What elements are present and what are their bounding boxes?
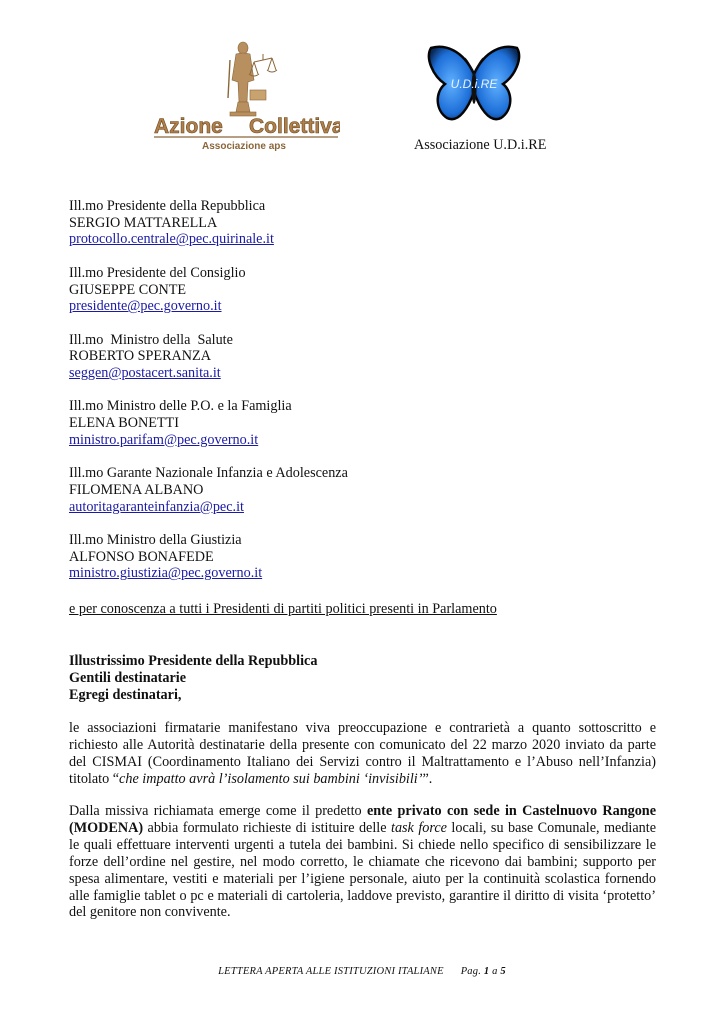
udire-butterfly-logo: [425, 44, 523, 130]
paragraph-text: le associazioni firmatarie manifestano viva preoccupazione e contrarietà a quanto sottoscritto e richiesto alle Autorità destinatarie della presente con comunicato del 22 marzo 2020 inviato da parte del CISMAI (Coordinamento Italiano dei Servizi contro il Maltrattamento e l’Abuso nell’Infanzia) titolato “: [69, 720, 656, 787]
body-paragraph-1: [69, 720, 656, 788]
logo-subtitle: Associazione aps: [202, 141, 286, 152]
paragraph-text: Dalla missiva richiamata emerge come il predetto: [69, 803, 367, 819]
recipient-block: [69, 532, 348, 582]
paragraph-bold: ente privato con sede in Castelnuovo Rangone (MODENA): [69, 803, 656, 836]
recipient-email-link[interactable]: seggen@postacert.sanita.it: [69, 365, 221, 381]
recipient-block: [69, 398, 348, 448]
logo-title-part1: Azione: [154, 115, 223, 138]
butterfly-text: U.D.i.RE: [450, 77, 498, 91]
logo-title-part2: Collettiva: [249, 115, 340, 138]
paragraph-italic-title: che impatto avrà l’isolamento sui bambini ‘invisibili’: [119, 770, 423, 787]
body-paragraph-2: [69, 803, 656, 921]
page-total: 5: [500, 966, 506, 977]
page-number: [461, 966, 506, 977]
page-separator: a: [492, 966, 498, 977]
recipient-email-link[interactable]: ministro.parifam@pec.governo.it: [69, 431, 259, 448]
page-label: Pag.: [460, 966, 482, 977]
recipient-name: ELENA BONETTI: [69, 415, 179, 432]
recipient-email-link[interactable]: autoritagaranteinfanzia@pec.it: [69, 498, 244, 515]
salutation-line: Gentili destinatarie: [69, 669, 187, 686]
footer-title: LETTERA APERTA ALLE ISTITUZIONI ITALIANE: [218, 966, 444, 977]
recipient-block: [69, 465, 348, 515]
recipient-title: Ill.mo Ministro delle P.O. e la Famiglia: [69, 398, 292, 415]
association-label: Associazione U.D.i.RE: [414, 137, 547, 153]
recipient-title: Ill.mo Garante Nazionale Infanzia e Adolescenza: [69, 465, 348, 482]
paragraph-italic: task force: [391, 819, 447, 836]
recipient-name: ALFONSO BONAFEDE: [69, 548, 214, 565]
recipient-email-link[interactable]: ministro.giustizia@pec.governo.it: [69, 565, 263, 582]
recipients-list: [69, 198, 348, 599]
recipient-block: [69, 265, 348, 315]
paragraph-text-end: ”.: [422, 770, 433, 787]
page-current: 1: [483, 966, 490, 977]
recipient-name: SERGIO MATTARELLA: [69, 214, 218, 231]
salutation: [69, 653, 317, 703]
recipient-title: Ill.mo Ministro della Salute: [69, 331, 233, 348]
recipient-title: Ill.mo Ministro della Giustizia: [69, 531, 242, 548]
paragraph-text: abbia formulato richieste di istituire delle: [143, 819, 391, 836]
recipient-name: ROBERTO SPERANZA: [69, 348, 211, 365]
paragraph-text: locali, su base Comunale, mediante le quali effettuare interventi urgenti a tutela dei bambini. Si chiede nello specifico di sensibilizzare le forze dell’ordine nel gestire, nel modo corretto, le chiamate che ricevono dai bambini; supporto per spesa alimentare, vestiti e materiali per l’igiene personale, aiuto per la continuità scolastica fornendo alle famiglie tablet o pc e materiali di cartoleria, laddove previsto, garantire il diritto di visita ‘protetto’ del genitore non convivente.: [69, 819, 657, 921]
justice-statue-icon: [150, 40, 340, 152]
recipient-name: FILOMENA ALBANO: [69, 481, 204, 498]
page-footer: [0, 966, 724, 977]
cc-line: e per conoscenza a tutti i Presidenti di partiti politici presenti in Parlamento: [69, 601, 497, 617]
butterfly-icon: [425, 44, 523, 130]
recipient-email-link[interactable]: presidente@pec.governo.it: [69, 298, 222, 315]
recipient-block: [69, 332, 348, 382]
recipient-name: GIUSEPPE CONTE: [69, 281, 187, 298]
azione-collettiva-logo: [150, 40, 340, 152]
recipient-block: [69, 198, 348, 248]
salutation-line: Illustrissimo Presidente della Repubblica: [69, 653, 318, 669]
recipient-title: Ill.mo Presidente della Repubblica: [69, 198, 266, 214]
recipient-title: Ill.mo Presidente del Consiglio: [69, 264, 246, 281]
salutation-line: Egregi destinatari,: [69, 686, 182, 703]
recipient-email-link[interactable]: protocollo.centrale@pec.quirinale.it: [69, 231, 274, 248]
